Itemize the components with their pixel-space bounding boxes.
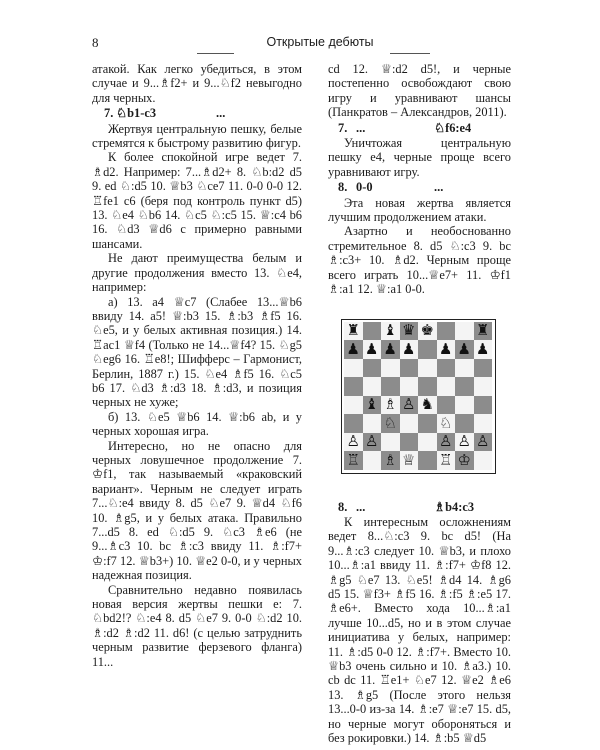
paragraph: Уничтожая центральную пешку e4, черные проще всего уравнивают игру. <box>328 136 511 179</box>
chess-piece-square: ♜ <box>344 322 363 341</box>
board-square <box>474 396 493 415</box>
board-square <box>381 359 400 378</box>
chess-piece-square: ♙ <box>344 433 363 452</box>
chess-piece-square: ♙ <box>363 433 382 452</box>
move-line <box>328 180 511 194</box>
white-move: ... <box>356 499 366 514</box>
black-move: ♗b4:c3 <box>434 499 475 514</box>
board-square <box>363 377 382 396</box>
board-square <box>344 359 363 378</box>
move-number: 7. <box>338 120 348 135</box>
board-square <box>363 414 382 433</box>
board-square <box>418 377 437 396</box>
move-number: 7. <box>104 106 114 121</box>
page-number: 8 <box>92 35 99 50</box>
board-square <box>418 340 437 359</box>
paragraph: Интересно, но не опасно для черных ловушечное продолжение 7. ♔f1, так называемый «краковский вариант». Черным не следует играть 7...♘:e4 ввиду 8. d5 ♘e7 9. ♕d4 ♘f6 10. ♗g5, и у белых атака. Правильно 7...d5 8. ed ♘:d5 9. ♘c3 ♗e6 (не 9...♗c3 10. bc ♗:c3 ввиду 11. ♗:f7+ ♔:f7 12. ♕b3+) 10. ♕e2 0-0, и у черных надежная позиция. <box>92 438 302 583</box>
board-square <box>474 377 493 396</box>
white-move: ... <box>356 120 366 135</box>
chess-piece-square: ♟ <box>363 340 382 359</box>
chess-piece-square: ♗ <box>381 396 400 415</box>
board-square <box>363 322 382 341</box>
variation-b: б) 13. ♘e5 ♕b6 14. ♕:b6 ab, и у черных хорошая игра. <box>92 409 302 439</box>
paragraph: Эта новая жертва является лучшим продолжением атаки. <box>328 195 511 225</box>
board-square <box>437 396 456 415</box>
black-move: ... <box>216 106 226 121</box>
chess-piece-square: ♕ <box>400 451 419 470</box>
chess-piece-square: ♟ <box>400 340 419 359</box>
move-number: 8. <box>338 499 348 514</box>
board-square <box>474 451 493 470</box>
chess-piece-square: ♟ <box>344 340 363 359</box>
chess-piece-square: ♞ <box>418 396 437 415</box>
board-square <box>344 414 363 433</box>
paragraph: атакой. Как легко убедиться, в этом случае и 9...♗f2+ и 9...♘f2 невыгодно для черных. <box>92 62 302 105</box>
board-square <box>381 433 400 452</box>
chess-piece-square: ♛ <box>400 322 419 341</box>
board-square <box>381 377 400 396</box>
board-square <box>437 359 456 378</box>
chess-piece-square: ♖ <box>437 451 456 470</box>
variation-a: а) 13. a4 ♕c7 (Слабее 13...♕b6 ввиду 14. a5! ♕:b3 15. ♗:b3 ♗f5 16. ♘e5, и у белых активная позиция.) 14. ♖ac1 ♕f4 (Только не 14...♕f4? 15. ♘g5 ♘eg6 16. ♖e8!; Шифферс – Гармонист, Берлин, 1887 г.) 15. ♘e4 ♗f5 16. ♘c5 b6 17. ♘d3 ♗:d3 18. ♗:d3, и позиция черных не хуже; <box>92 294 302 410</box>
board-square <box>437 377 456 396</box>
board-square <box>455 396 474 415</box>
board-square <box>455 359 474 378</box>
chess-piece-square: ♗ <box>381 451 400 470</box>
chess-piece-square: ♙ <box>474 433 493 452</box>
board-square <box>400 433 419 452</box>
board-square <box>344 377 363 396</box>
chess-piece-square: ♘ <box>381 414 400 433</box>
move-line <box>328 500 511 514</box>
board-square <box>363 451 382 470</box>
paragraph: К более спокойной игре ведет 7. ♗d2. Например: 7...♗d2+ 8. ♘b:d2 d5 9. ed ♘:d5 10. ♕b3 ♘ce7 11. 0-0 0-0 12. ♖fe1 c6 (беря под контроль пункт d5) 13. ♘e4 ♘b6 14. ♘c5 ♘:c5 15. ♕:c4 b6 16. ♘d3 ♕d6 с примерно равными шансами. <box>92 150 302 251</box>
chess-diagram <box>341 319 496 474</box>
chess-board <box>344 322 492 470</box>
board-square <box>400 359 419 378</box>
chess-piece-square: ♜ <box>474 322 493 341</box>
board-square <box>455 414 474 433</box>
page-header <box>0 0 600 50</box>
chess-piece-square: ♟ <box>474 340 493 359</box>
chess-piece-square: ♚ <box>418 322 437 341</box>
chess-piece-square: ♟ <box>381 340 400 359</box>
chess-piece-square: ♟ <box>437 340 456 359</box>
board-square <box>418 451 437 470</box>
chess-piece-square: ♙ <box>455 433 474 452</box>
board-square <box>344 396 363 415</box>
board-square <box>400 414 419 433</box>
chess-piece-square: ♙ <box>437 433 456 452</box>
paragraph: К интересным осложнениям ведет 8...♘:c3 9. bc d5! (На 9...♗:c3 следует 10. ♕b3, и плохо 10...♗:a1 ввиду 11. ♗:f7+ ♔f8 12. ♗g5 ♘e7 13. ♘e5! ♗d4 14. ♗g6 d5 15. ♕f3+ ♗f5 16. ♗:f5 ♗:e5 17. ♗e6+. Вместо хода 10...♗:a1 лучше 10...d5, но и в этом случае инициатива у белых, например: 11. ♗:d5 0-0 12. ♗:f7+. Вместо 10. ♕b3 очень сильно и 10. ♗a3.) 10. cb dc 11. ♖e1+ ♘e7 12. ♕e2 ♗e6 13. ♗g5 (После этого нельзя 13...0-0 из-за 14. ♗:e7 ♕:e7 15. d5, но черные могут обороняться и без рокировки.) 14. ♗:b5 ♕d5 <box>328 514 511 745</box>
chess-piece-square: ♙ <box>400 396 419 415</box>
board-square <box>363 359 382 378</box>
board-square <box>437 322 456 341</box>
chess-piece-square: ♘ <box>437 414 456 433</box>
black-move: ... <box>434 180 444 195</box>
chess-piece-square: ♝ <box>363 396 382 415</box>
move-number: 8. <box>338 180 348 195</box>
board-square <box>474 414 493 433</box>
chess-piece-square: ♔ <box>455 451 474 470</box>
board-square <box>455 377 474 396</box>
paragraph: Азартно и необоснованно стремительное 8. d5 ♘:c3 9. bc ♗:c3+ 10. ♗d2. Черным проще всего играть 10...♕e7+ 11. ♔f1 ♗:a1 12. ♕:a1 0-0. <box>328 224 511 297</box>
white-move: ♘b1-c3 <box>116 106 157 121</box>
move-line <box>328 121 511 135</box>
board-square <box>418 414 437 433</box>
board-square <box>400 377 419 396</box>
header-rule-right <box>390 53 430 54</box>
black-move: ♘f6:e4 <box>434 120 472 135</box>
board-square <box>418 433 437 452</box>
board-square <box>455 322 474 341</box>
white-move: 0-0 <box>356 180 373 195</box>
running-title: Открытые дебюты <box>266 35 374 49</box>
chess-piece-square: ♖ <box>344 451 363 470</box>
left-column <box>92 62 302 669</box>
paragraph: Жертвуя центральную пешку, белые стремятся к быстрому развитию фигур. <box>92 121 302 151</box>
paragraph: cd 12. ♕:d2 d5!, и черные постепенно освобождают свою игру и уравнивают шансы (Панкратов – Александров, 2011). <box>328 62 511 120</box>
board-square <box>418 359 437 378</box>
chess-piece-square: ♟ <box>455 340 474 359</box>
paragraph: Сравнительно недавно появилась новая версия жертвы пешки e: 7. ♘bd2!? ♘:e4 8. d5 ♘e7 9. 0-0 ♘:d2 10. ♗:d2 ♗:d2 11. d6! (с целью затруднить черным развитие ферзевого фланга) 11... <box>92 582 302 669</box>
header-rule-left <box>197 53 234 54</box>
board-square <box>474 359 493 378</box>
chess-piece-square: ♝ <box>381 322 400 341</box>
paragraph: Не дают преимущества белым и другие продолжения вместо 13. ♘e4, например: <box>92 251 302 295</box>
move-line <box>92 106 302 120</box>
right-column <box>328 62 511 745</box>
